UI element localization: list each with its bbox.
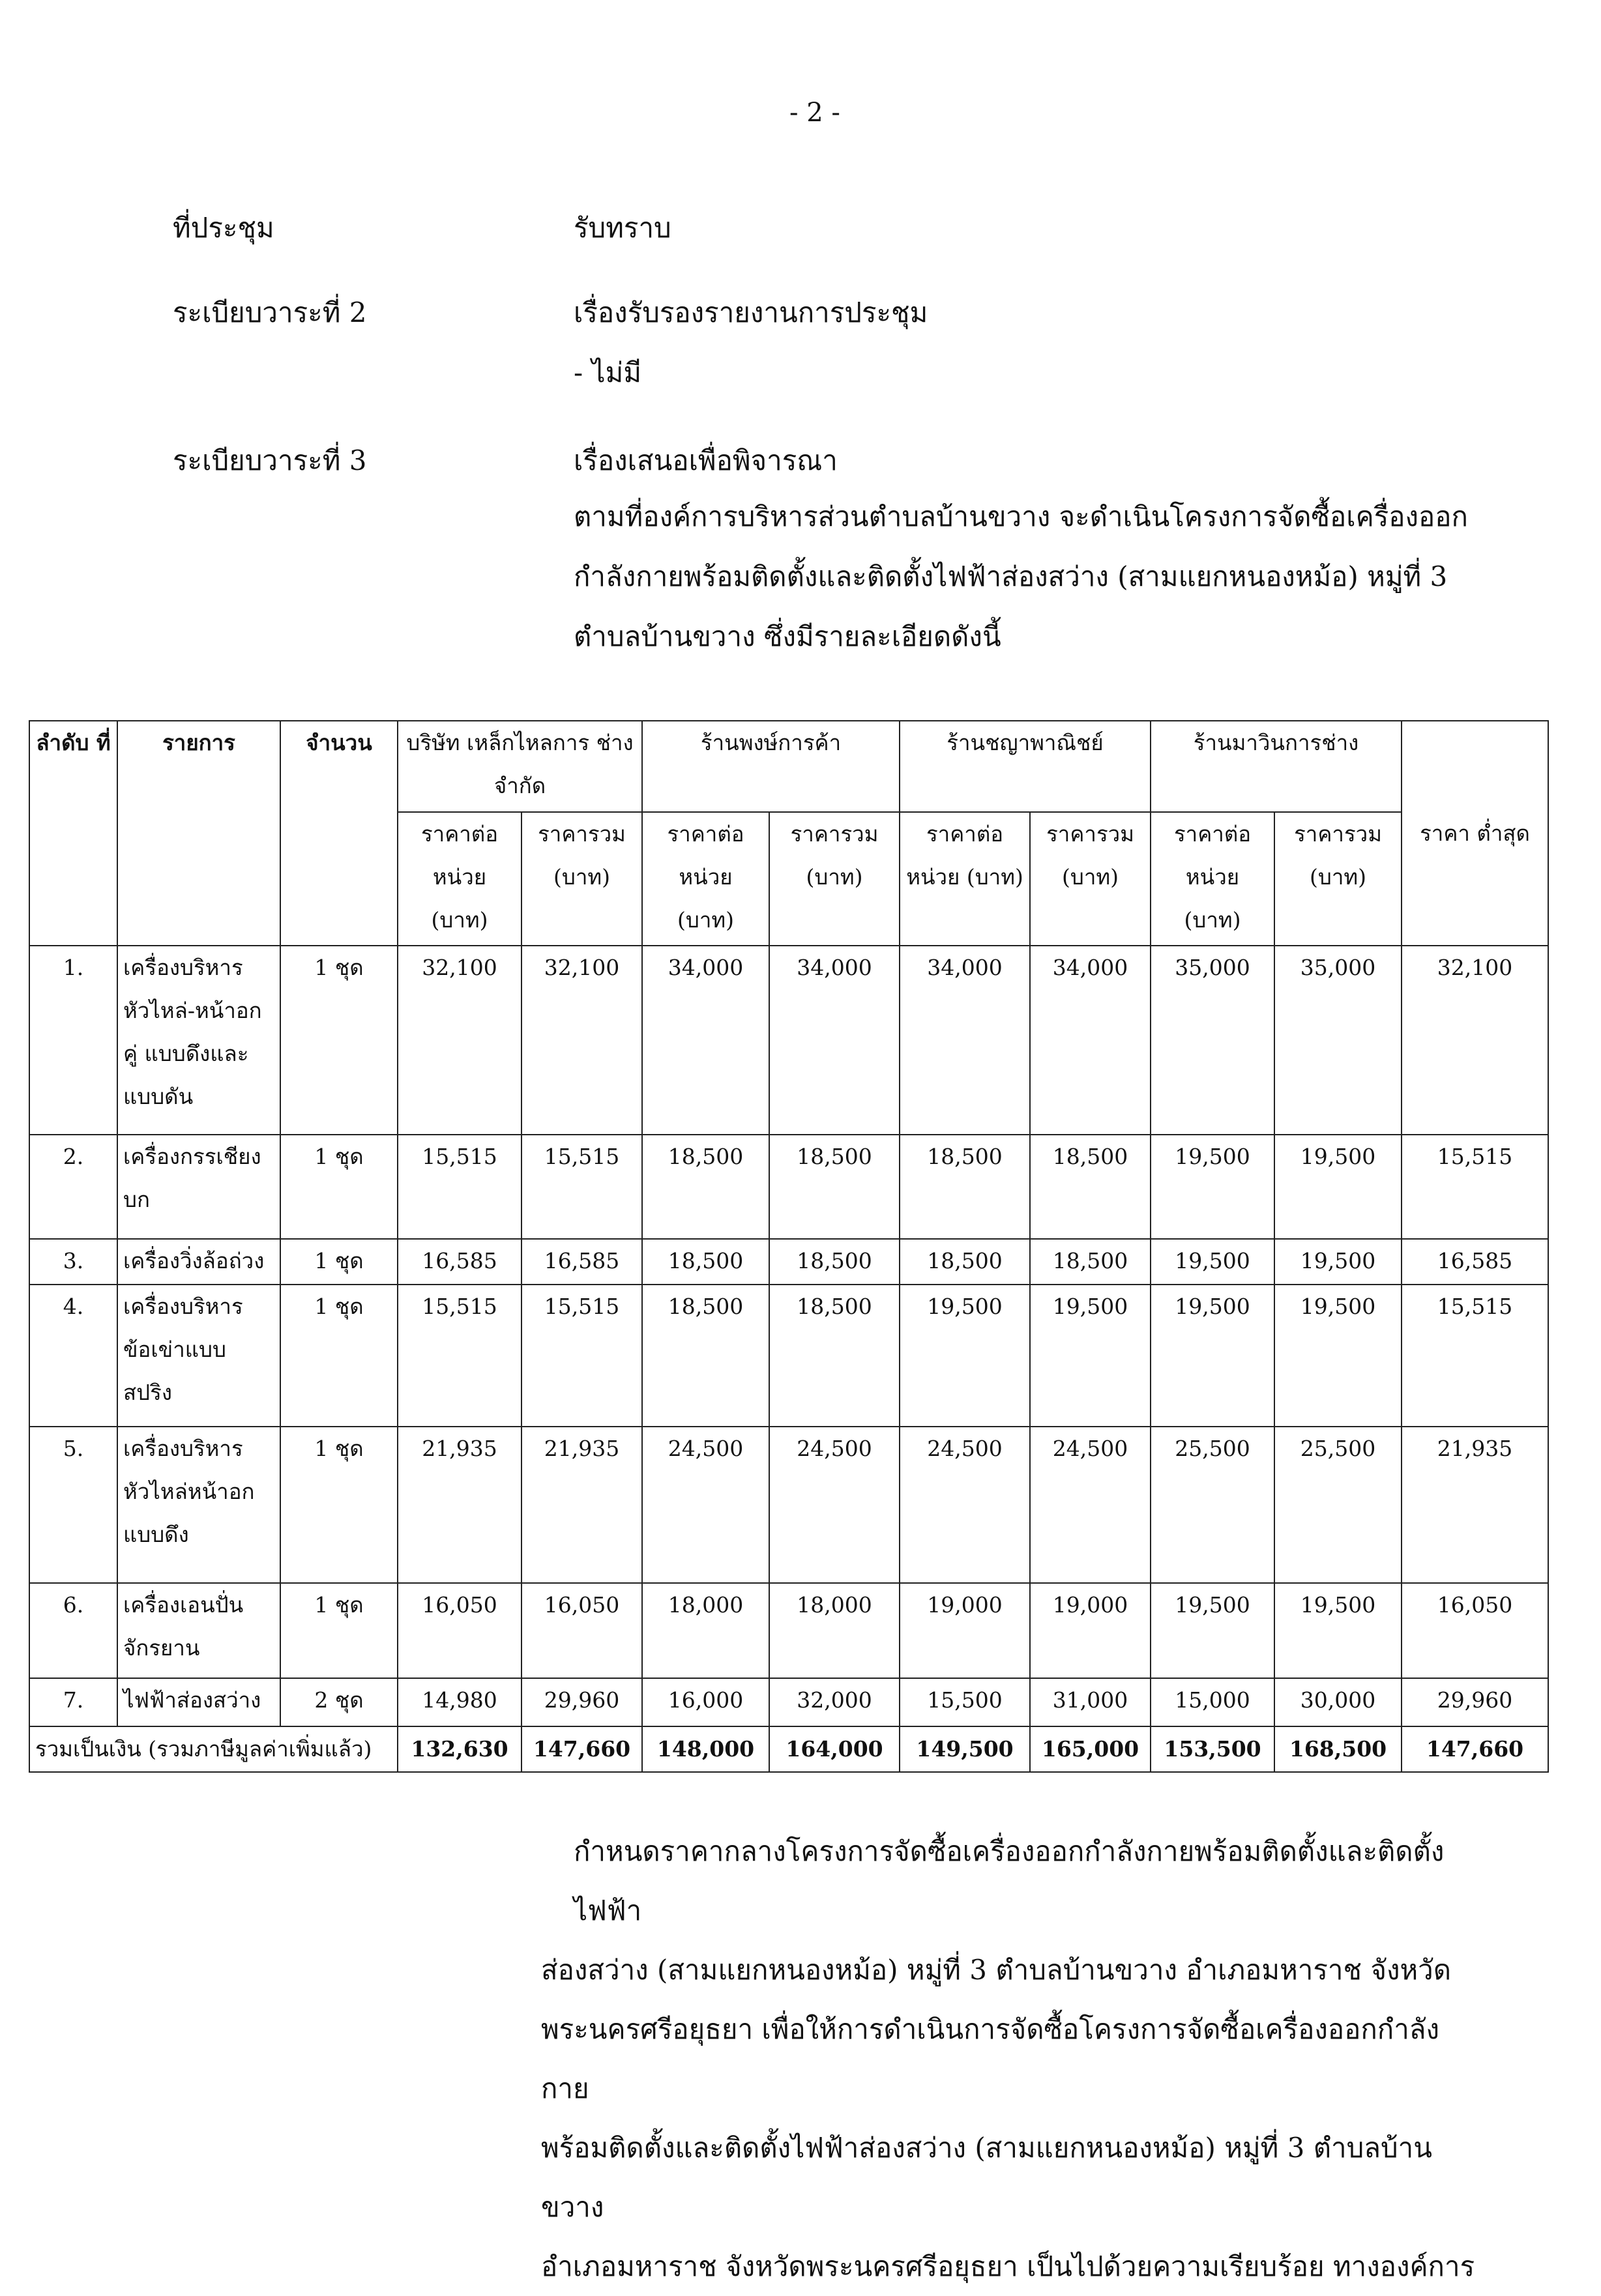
- price-cell: 16,000: [642, 1678, 769, 1726]
- table-row: [29, 1239, 1548, 1285]
- price-cell: 32,100: [521, 946, 642, 1135]
- row-number-cell: 4.: [29, 1285, 117, 1427]
- price-cell: 30,000: [1274, 1678, 1402, 1726]
- lowest-price-cell: 15,515: [1402, 1135, 1548, 1239]
- total-cell: 165,000: [1030, 1726, 1151, 1772]
- price-cell: 24,500: [642, 1427, 769, 1583]
- quantity-cell: 1 ชุด: [280, 946, 398, 1135]
- intro-line: ตามที่องค์การบริหารส่วนตำบลบ้านขวาง จะดำเนินโครงการจัดซื้อเครื่องออก: [574, 501, 1468, 532]
- row-number-cell: 2.: [29, 1135, 117, 1239]
- row-number-cell: 1.: [29, 946, 117, 1135]
- item-name-cell: เครื่องบริหาร หัวไหล่-หน้าอก คู่ แบบดึงและ แบบดัน: [117, 946, 280, 1135]
- quantity-cell: 1 ชุด: [280, 1427, 398, 1583]
- item-name-cell: เครื่องบริหาร หัวไหล่หน้าอก แบบดึง: [117, 1427, 280, 1583]
- header-vendor-1: บริษัท เหล็กไหลการ ช่าง จำกัด: [398, 721, 642, 812]
- header-total-price: ราคารวม (บาท): [521, 812, 642, 946]
- lowest-price-cell: 29,960: [1402, 1678, 1548, 1726]
- price-cell: 19,000: [900, 1583, 1030, 1678]
- header-total-price: ราคารวม (บาท): [1030, 812, 1151, 946]
- header-unit-price: ราคาต่อ หน่วย (บาท): [900, 812, 1030, 946]
- lowest-price-cell: 15,515: [1402, 1285, 1548, 1427]
- price-cell: 15,515: [521, 1285, 642, 1427]
- item-name-cell: เครื่องบริหาร ข้อเข่าแบบ สปริง: [117, 1285, 280, 1427]
- closing-line: พร้อมติดตั้งและติดตั้งไฟฟ้าส่องสว่าง (สามแยกหนองหม้อ) หมู่ที่ 3 ตำบลบ้านขวาง: [541, 2132, 1432, 2223]
- header-vendor-3: ร้านชญาพาณิชย์: [900, 721, 1151, 812]
- price-cell: 18,500: [642, 1239, 769, 1285]
- price-cell: 15,515: [521, 1135, 642, 1239]
- price-cell: 34,000: [1030, 946, 1151, 1135]
- price-cell: 19,500: [1274, 1583, 1402, 1678]
- header-item: รายการ: [117, 721, 280, 946]
- item-name-cell: เครื่องกรรเชียง บก: [117, 1135, 280, 1239]
- price-cell: 18,500: [642, 1135, 769, 1239]
- price-cell: 19,500: [1274, 1239, 1402, 1285]
- price-cell: 32,000: [769, 1678, 900, 1726]
- total-lowest-cell: 147,660: [1402, 1726, 1548, 1772]
- price-cell: 18,500: [1030, 1135, 1151, 1239]
- item-name-cell: เครื่องวิ่งล้อถ่วง: [117, 1239, 280, 1285]
- closing-line: อำเภอมหาราช จังหวัดพระนครศรีอยุธยา เป็นไปด้วยความเรียบร้อย ทางองค์การ: [541, 2250, 1475, 2282]
- price-cell: 34,000: [769, 946, 900, 1135]
- header-lowest: ราคา ต่ำสุด: [1402, 721, 1548, 946]
- price-cell: 15,515: [398, 1135, 521, 1239]
- total-label: รวมเป็นเงิน (รวมภาษีมูลค่าเพิ่มแล้ว): [29, 1726, 398, 1772]
- price-cell: 21,935: [398, 1427, 521, 1583]
- total-cell: 148,000: [642, 1726, 769, 1772]
- table-body: [29, 946, 1548, 1726]
- header-qty: จำนวน: [280, 721, 398, 946]
- row-number-cell: 3.: [29, 1239, 117, 1285]
- price-cell: 18,500: [769, 1285, 900, 1427]
- item-name-cell: เครื่องเอนปั่น จักรยาน: [117, 1583, 280, 1678]
- quantity-cell: 1 ชุด: [280, 1135, 398, 1239]
- header-unit-price: ราคาต่อ หน่วย (บาท): [1151, 812, 1274, 946]
- price-cell: 19,500: [1151, 1135, 1274, 1239]
- price-cell: 18,500: [900, 1135, 1030, 1239]
- price-cell: 25,500: [1274, 1427, 1402, 1583]
- row-number-cell: 6.: [29, 1583, 117, 1678]
- closing-paragraph: [541, 1822, 1486, 2296]
- price-cell: 18,000: [769, 1583, 900, 1678]
- price-cell: 35,000: [1151, 946, 1274, 1135]
- price-cell: 18,500: [1030, 1239, 1151, 1285]
- price-cell: 15,000: [1151, 1678, 1274, 1726]
- price-cell: 19,500: [1151, 1285, 1274, 1427]
- agenda-text-item-3: เรื่องเสนอเพื่อพิจารณา: [574, 444, 838, 476]
- total-cell: 132,630: [398, 1726, 521, 1772]
- price-cell: 25,500: [1151, 1427, 1274, 1583]
- total-cell: 168,500: [1274, 1726, 1402, 1772]
- price-cell: 34,000: [642, 946, 769, 1135]
- price-cell: 14,980: [398, 1678, 521, 1726]
- agenda-text-item-2: เรื่องรับรองรายงานการประชุม: [574, 297, 928, 328]
- table-row: [29, 1135, 1548, 1239]
- price-cell: 16,585: [398, 1239, 521, 1285]
- quantity-cell: 1 ชุด: [280, 1583, 398, 1678]
- item-name-cell: ไฟฟ้าส่องสว่าง: [117, 1678, 280, 1726]
- total-cell: 149,500: [900, 1726, 1030, 1772]
- header-total-price: ราคารวม (บาท): [1274, 812, 1402, 946]
- agenda-label-item-3: ระเบียบวาระที่ 3: [173, 444, 367, 476]
- intro-line: ตำบลบ้านขวาง ซึ่งมีรายละเอียดดังนี้: [574, 620, 1001, 652]
- closing-line: กำหนดราคากลางโครงการจัดซื้อเครื่องออกกำลังกายพร้อมติดตั้งและติดตั้งไฟฟ้า: [574, 1835, 1445, 1926]
- quantity-cell: 1 ชุด: [280, 1285, 398, 1427]
- price-comparison-table: [29, 720, 1549, 1773]
- price-cell: 18,500: [769, 1135, 900, 1239]
- price-cell: 18,500: [769, 1239, 900, 1285]
- price-cell: 16,050: [398, 1583, 521, 1678]
- price-cell: 18,500: [900, 1239, 1030, 1285]
- table-row: [29, 1678, 1548, 1726]
- price-cell: 19,500: [1030, 1285, 1151, 1427]
- closing-line: ส่องสว่าง (สามแยกหนองหม้อ) หมู่ที่ 3 ตำบลบ้านขวาง อำเภอมหาราช จังหวัด: [541, 1954, 1452, 1986]
- total-cell: 164,000: [769, 1726, 900, 1772]
- lowest-price-cell: 16,050: [1402, 1583, 1548, 1678]
- closing-line: พระนครศรีอยุธยา เพื่อให้การดำเนินการจัดซื้อโครงการจัดซื้อเครื่องออกกำลังกาย: [541, 2013, 1440, 2104]
- price-cell: 15,515: [398, 1285, 521, 1427]
- table-row: [29, 1285, 1548, 1427]
- row-number-cell: 7.: [29, 1678, 117, 1726]
- price-cell: 34,000: [900, 946, 1030, 1135]
- lowest-price-cell: 32,100: [1402, 946, 1548, 1135]
- price-cell: 24,500: [1030, 1427, 1151, 1583]
- price-cell: 18,500: [642, 1285, 769, 1427]
- price-cell: 19,500: [1274, 1135, 1402, 1239]
- quantity-cell: 2 ชุด: [280, 1678, 398, 1726]
- page-number: - 2 -: [789, 98, 840, 128]
- row-number-cell: 5.: [29, 1427, 117, 1583]
- header-unit-price: ราคาต่อ หน่วย (บาท): [398, 812, 521, 946]
- header-vendor-2: ร้านพงษ์การค้า: [642, 721, 900, 812]
- price-cell: 31,000: [1030, 1678, 1151, 1726]
- lowest-price-cell: 21,935: [1402, 1427, 1548, 1583]
- agenda-text-none: - ไม่มี: [574, 356, 642, 388]
- price-cell: 24,500: [769, 1427, 900, 1583]
- price-cell: 19,500: [900, 1285, 1030, 1427]
- price-cell: 29,960: [521, 1678, 642, 1726]
- total-cell: 153,500: [1151, 1726, 1274, 1772]
- header-vendor-4: ร้านมาวินการช่าง: [1151, 721, 1402, 812]
- price-cell: 35,000: [1274, 946, 1402, 1135]
- table-row: [29, 1583, 1548, 1678]
- agenda-label-meeting: ที่ประชุม: [173, 212, 274, 244]
- table-row: [29, 946, 1548, 1135]
- price-cell: 19,000: [1030, 1583, 1151, 1678]
- price-cell: 16,585: [521, 1239, 642, 1285]
- price-cell: 21,935: [521, 1427, 642, 1583]
- price-cell: 15,500: [900, 1678, 1030, 1726]
- total-row: [29, 1726, 1548, 1772]
- price-cell: 32,100: [398, 946, 521, 1135]
- agenda-label-item-2: ระเบียบวาระที่ 2: [173, 297, 367, 328]
- table-row: [29, 1427, 1548, 1583]
- intro-paragraph: [574, 487, 1486, 667]
- price-cell: 19,500: [1274, 1285, 1402, 1427]
- price-cell: 19,500: [1151, 1239, 1274, 1285]
- intro-line: กำลังกายพร้อมติดตั้งและติดตั้งไฟฟ้าส่องสว่าง (สามแยกหนองหม้อ) หมู่ที่ 3: [574, 560, 1448, 592]
- header-unit-price: ราคาต่อ หน่วย (บาท): [642, 812, 769, 946]
- quantity-cell: 1 ชุด: [280, 1239, 398, 1285]
- header-no: ลำดับ ที่: [29, 721, 117, 946]
- total-cell: 147,660: [521, 1726, 642, 1772]
- agenda-text-acknowledged: รับทราบ: [574, 212, 671, 244]
- lowest-price-cell: 16,585: [1402, 1239, 1548, 1285]
- price-cell: 16,050: [521, 1583, 642, 1678]
- price-cell: 19,500: [1151, 1583, 1274, 1678]
- price-cell: 18,000: [642, 1583, 769, 1678]
- price-cell: 24,500: [900, 1427, 1030, 1583]
- header-total-price: ราคารวม (บาท): [769, 812, 900, 946]
